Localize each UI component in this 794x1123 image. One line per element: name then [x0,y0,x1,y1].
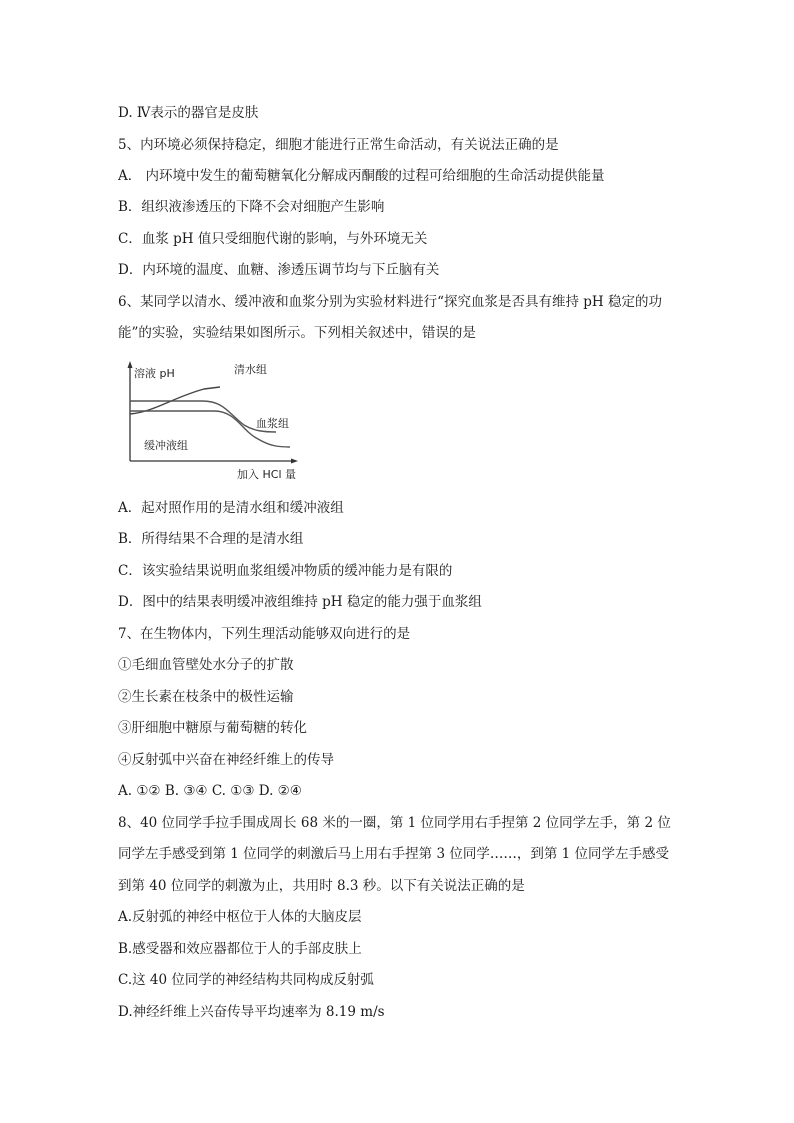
option-line: D.神经纤维上兴奋传导平均速率为 8.19 m/s [118,1004,385,1020]
water-group-label: 清水组 [234,363,267,376]
y-axis-label: 溶液 pH [134,367,175,380]
question-5-stem: 5、内环境必须保持稳定，细胞才能进行正常生命活动，有关说法正确的是 [118,137,559,153]
plasma-group-label: 血浆组 [256,417,289,430]
option-line: D．内环境的温度、血糖、渗透压调节均与下丘脑有关 [118,262,440,278]
y-axis-arrow-icon [128,361,133,368]
x-axis-label: 加入 HCl 量 [237,468,297,481]
statement-line: ①毛细血管壁处水分子的扩散 [118,657,294,673]
option-line: A． 内环境中发生的葡萄糖氧化分解成丙酮酸的过程可给细胞的生命活动提供能量 [118,168,605,184]
option-line: B.感受器和效应器都位于人的手部皮肤上 [118,941,362,957]
option-line: A．起对照作用的是清水组和缓冲液组 [118,500,344,516]
statement-line: ④反射弧中兴奋在神经纤维上的传导 [118,752,334,768]
plasma-group-curve [130,401,276,432]
question-8-stem: 到第 40 位同学的刺激为止，共用时 8.3 秒。以下有关说法正确的是 [118,878,525,894]
buffer-group-label: 缓冲液组 [144,439,188,452]
option-line: D. Ⅳ表示的器官是皮肤 [118,105,259,121]
statement-line: ②生长素在枝条中的极性运输 [118,689,294,705]
x-axis-arrow-icon [291,459,298,464]
option-line: B．组织液渗透压的下降不会对细胞产生影响 [118,199,385,215]
statement-line: ③肝细胞中糖原与葡萄糖的转化 [118,720,307,736]
question-8-stem: 同学左手感受到第 1 位同学的刺激后马上用右手捏第 3 位同学……，到第 1 位同学左手感受 [118,846,670,862]
question-7-stem: 7、在生物体内，下列生理活动能够双向进行的是 [118,626,411,642]
ph-experiment-figure [124,359,300,485]
ph-curve-diagram [124,359,300,485]
option-line: C．该实验结果说明血浆组缓冲物质的缓冲能力是有限的 [118,563,453,579]
option-line: C.这 40 位同学的神经结构共同构成反射弧 [118,972,374,988]
option-line: C．血浆 pH 值只受细胞代谢的影响，与外环境无关 [118,231,428,247]
option-line: B．所得结果不合理的是清水组 [118,531,304,547]
question-8-stem: 8、40 位同学手拉手围成周长 68 米的一圈，第 1 位同学用右手捏第 2 位同学左手，第 2 位 [118,815,671,831]
option-line: A.反射弧的神经中枢位于人体的大脑皮层 [118,909,362,925]
option-line: D．图中的结果表明缓冲液组维持 pH 稳定的能力强于血浆组 [118,594,482,610]
option-line: A. ①② B. ③④ C. ①③ D. ②④ [118,783,302,799]
question-6-stem: 能”的实验，实验结果如图所示。下列相关叙述中，错误的是 [118,325,476,341]
question-6-stem: 6、某同学以清水、缓冲液和血浆分别为实验材料进行“探究血浆是否具有维持 pH 稳定的功 [118,294,662,310]
